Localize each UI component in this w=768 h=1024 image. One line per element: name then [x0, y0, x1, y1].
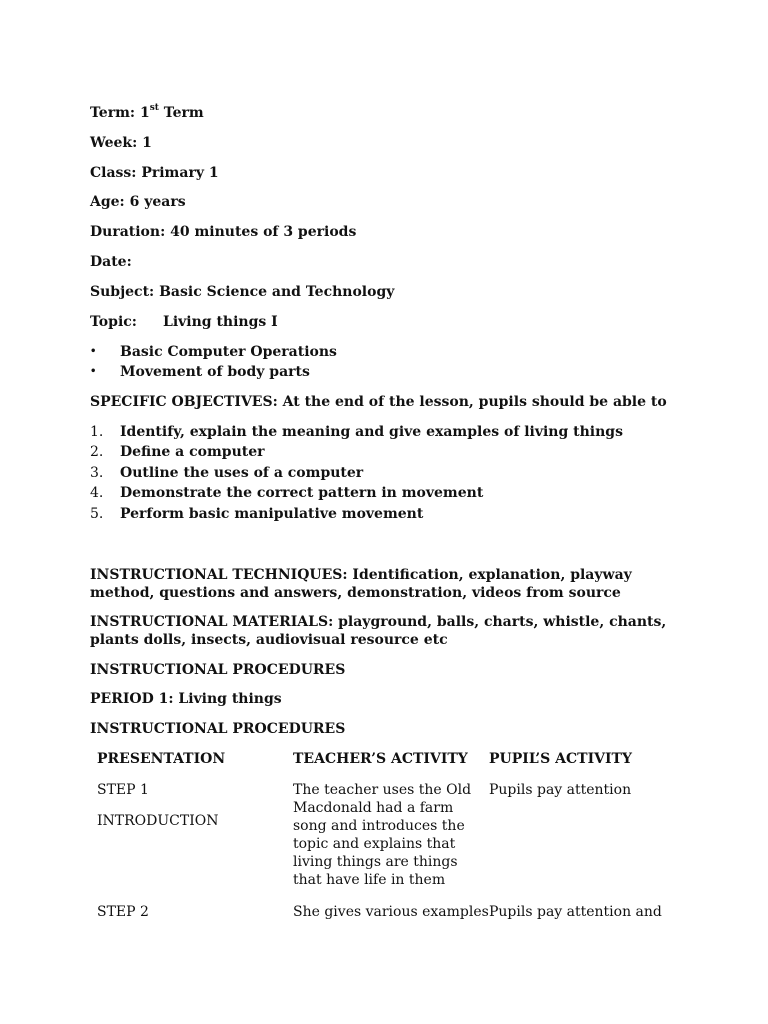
period-heading: PERIOD 1: Living things [90, 691, 282, 707]
table-cell-step: STEP 1 [97, 782, 149, 798]
table-cell-teacher: The teacher uses the Old Macdonald had a farm song and introduces the topic and explains that living things are things that have life in them [293, 782, 472, 888]
bullet-text: Basic Computer Operations [120, 344, 337, 360]
bullet-text: Movement of body parts [120, 364, 310, 380]
objective-number: 5. [90, 506, 104, 522]
table-cell-step: STEP 2 [97, 904, 149, 920]
procedures-heading: INSTRUCTIONAL PROCEDURES [90, 662, 346, 678]
objective-number: 4. [90, 485, 104, 501]
table-header-teacher: TEACHER’S ACTIVITY [293, 751, 468, 767]
techniques-paragraph: INSTRUCTIONAL TECHNIQUES: Identification, explanation, playway method, questions and answers, demonstration, videos from source [90, 567, 632, 601]
term-superscript: st [149, 103, 159, 114]
topic-label: Topic: [90, 314, 137, 330]
age-line: Age: 6 years [90, 194, 186, 210]
term-prefix: Term: 1 [90, 105, 150, 121]
objective-text: Outline the uses of a computer [120, 465, 364, 481]
table-cell-teacher: She gives various examples [293, 904, 489, 920]
objective-text: Demonstrate the correct pattern in movement [120, 485, 484, 501]
objective-text: Define a computer [120, 444, 265, 460]
objective-text: Identify, explain the meaning and give examples of living things [120, 424, 623, 440]
procedures-heading: INSTRUCTIONAL PROCEDURES [90, 721, 346, 737]
bullet-icon: • [90, 346, 97, 357]
term-line [90, 104, 204, 122]
objective-number: 2. [90, 444, 104, 460]
topic-line [90, 313, 278, 331]
duration-line: Duration: 40 minutes of 3 periods [90, 224, 357, 240]
topic-value: Living things I [163, 314, 278, 330]
objectives-heading: SPECIFIC OBJECTIVES: At the end of the lesson, pupils should be able to [90, 394, 667, 410]
table-header-pupil: PUPIL’S ACTIVITY [489, 751, 632, 767]
objective-text: Perform basic manipulative movement [120, 506, 424, 522]
table-cell-pupil: Pupils pay attention [489, 782, 632, 798]
objective-number: 3. [90, 465, 104, 481]
table-cell-step-sub: INTRODUCTION [97, 813, 219, 829]
class-line: Class: Primary 1 [90, 165, 219, 181]
subject-line: Subject: Basic Science and Technology [90, 284, 395, 300]
bullet-icon: • [90, 366, 97, 377]
table-header-presentation: PRESENTATION [97, 751, 226, 767]
term-suffix: Term [158, 105, 204, 121]
date-line: Date: [90, 254, 132, 270]
materials-paragraph: INSTRUCTIONAL MATERIALS: playground, balls, charts, whistle, chants, plants dolls, insects, audiovisual resource etc [90, 614, 667, 648]
week-line: Week: 1 [90, 135, 152, 151]
table-cell-pupil: Pupils pay attention and [489, 904, 662, 920]
objective-number: 1. [90, 424, 104, 440]
